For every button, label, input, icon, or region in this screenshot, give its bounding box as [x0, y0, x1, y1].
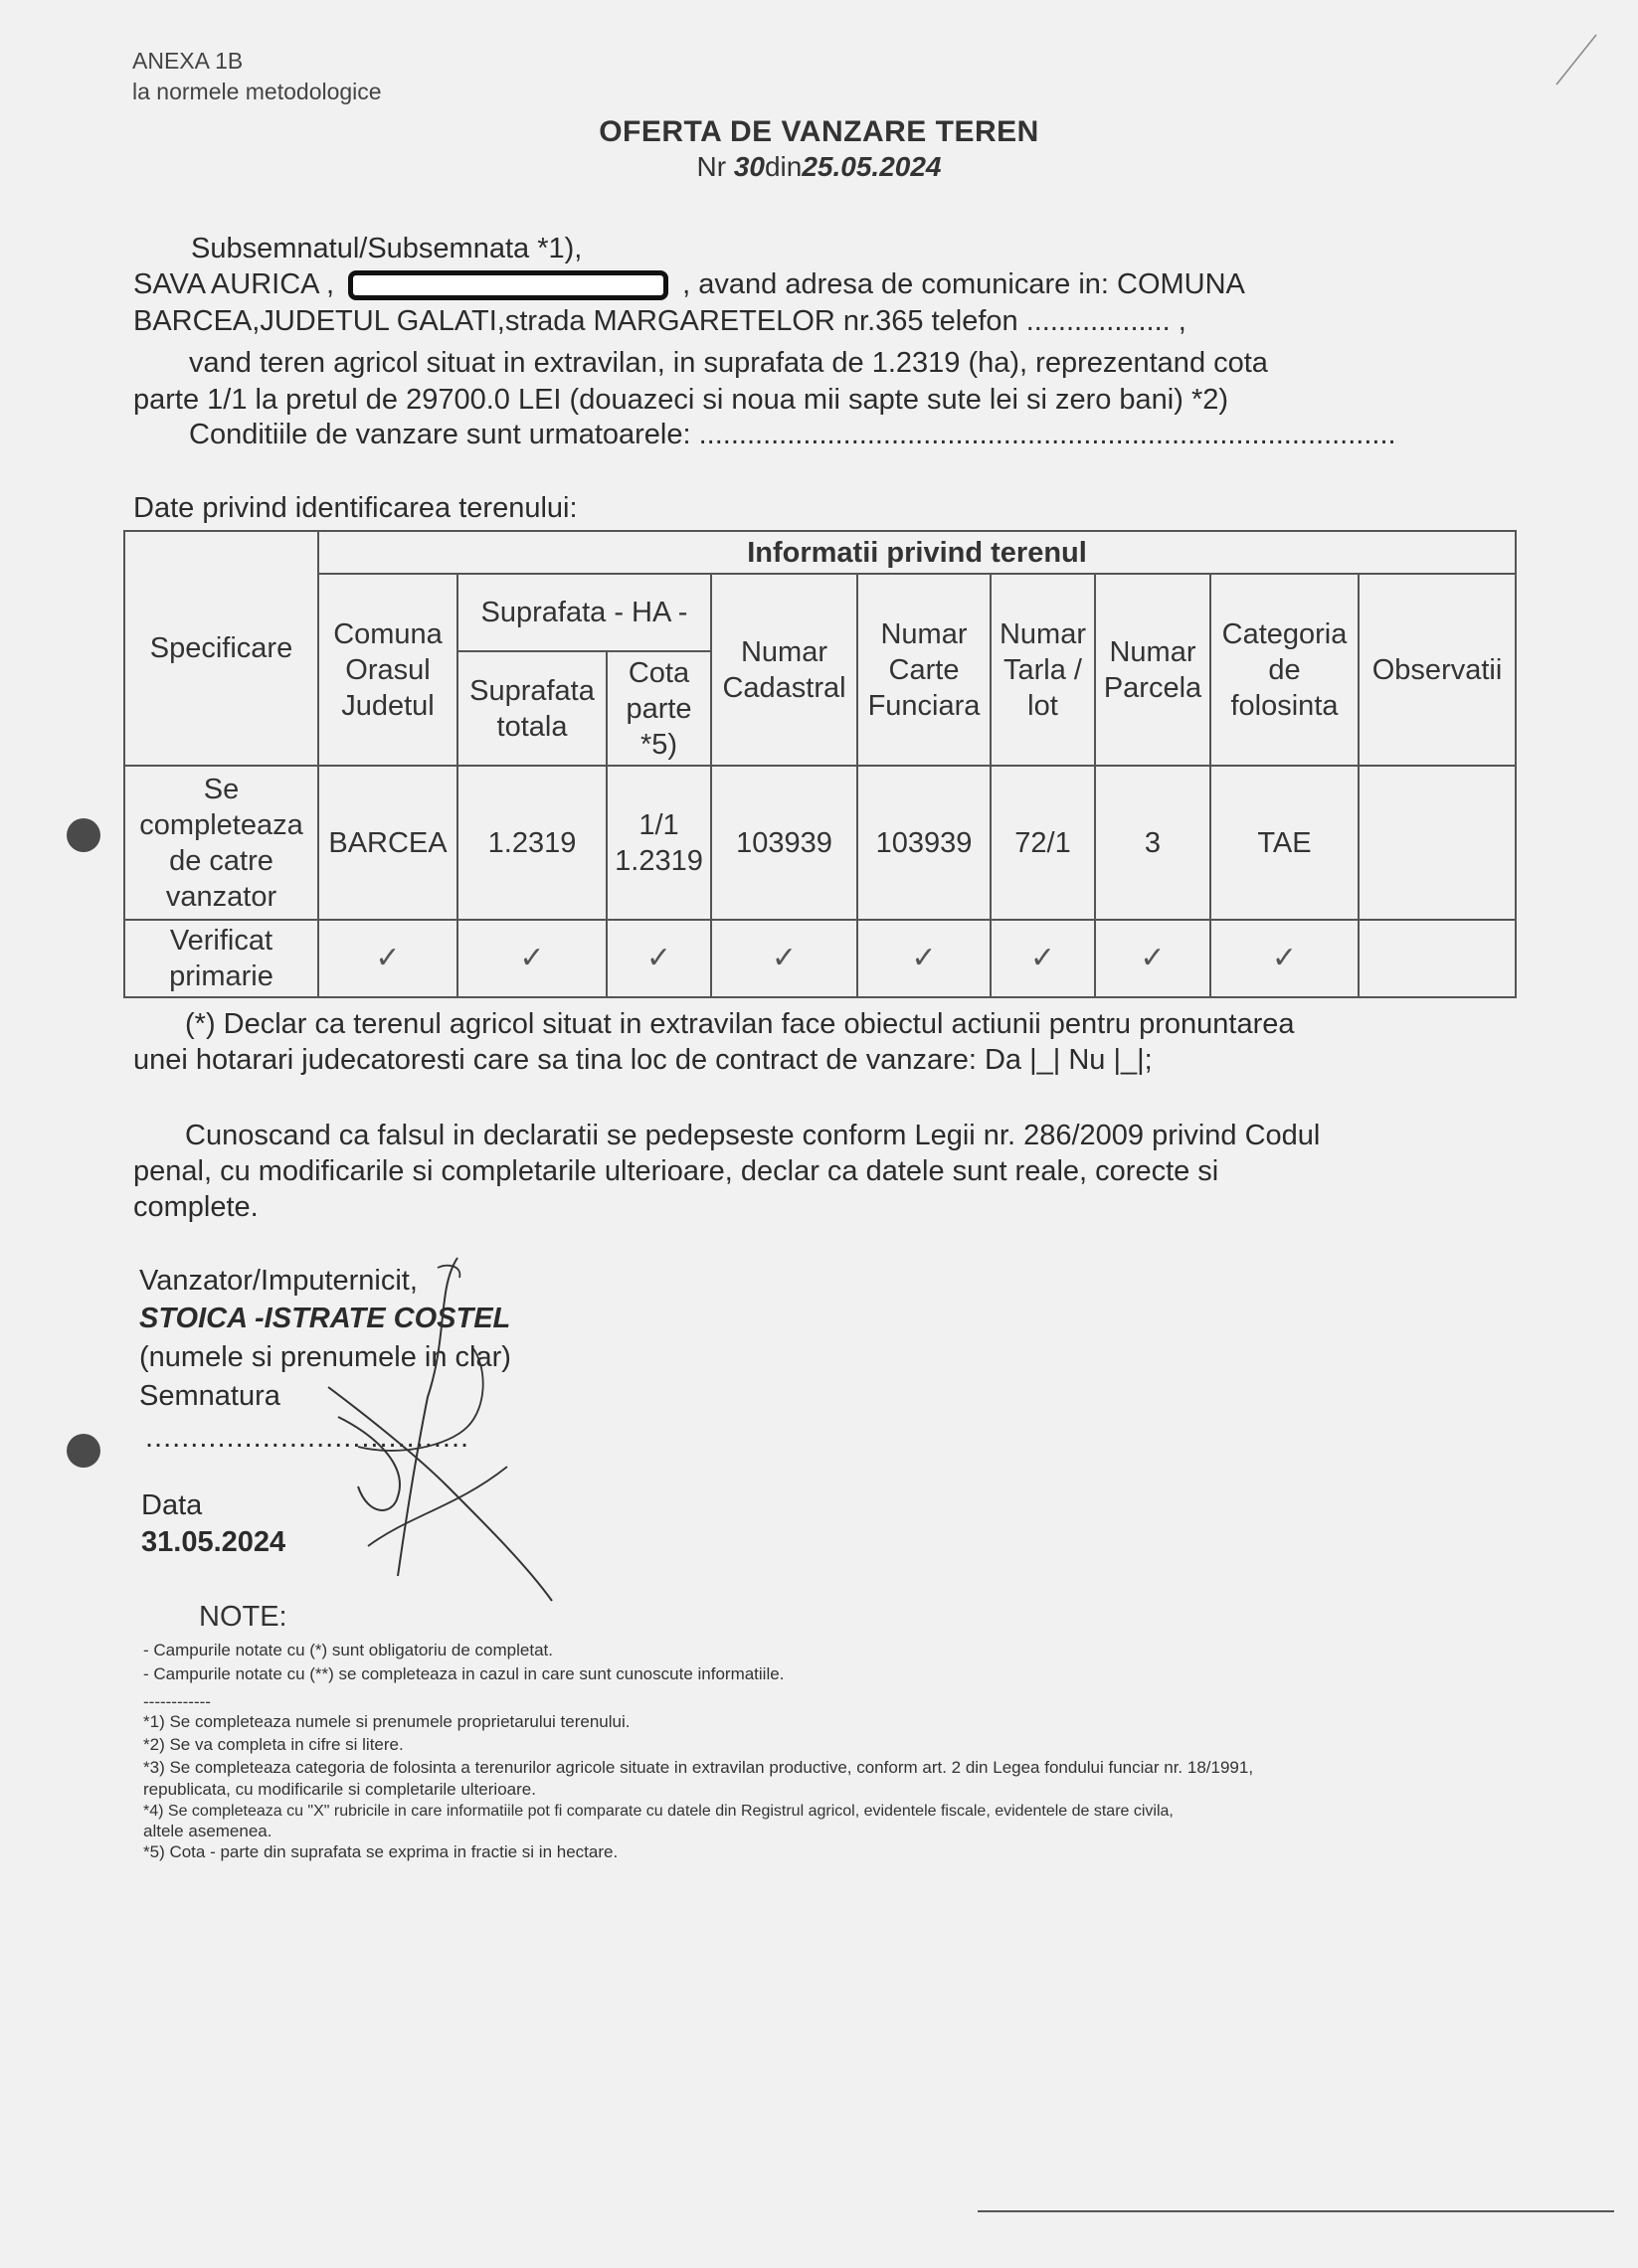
- cell-observatii: [1359, 766, 1516, 920]
- footnote-5: *5) Cota - parte din suprafata se exprima in fractie si in hectare.: [143, 1842, 619, 1861]
- header-specificare: Specificare: [124, 531, 318, 766]
- declaration-line-2: unei hotarari judecatoresti care sa tina loc de contract de vanzare: Da |_| Nu |_|;: [133, 1044, 1153, 1076]
- cell-tarla: 72/1: [991, 766, 1095, 920]
- seller-name: SAVA AURICA ,: [133, 268, 335, 300]
- cell-comuna: BARCEA: [318, 766, 457, 920]
- seller-line: SAVA AURICA , , avand adresa de comunicare in: COMUNA: [133, 268, 1245, 300]
- note-2: - Campurile notate cu (**) se completeaza in cazul in care sunt cunoscute informatiile.: [143, 1664, 785, 1683]
- sale-line-1: vand teren agricol situat in extravilan, in suprafata de 1.2319 (ha), reprezentand cota: [189, 347, 1268, 379]
- footnote-3b: republicata, cu modificarile si completarile ulterioare.: [143, 1780, 536, 1799]
- header-observatii: Observatii: [1359, 574, 1516, 766]
- notes-heading: NOTE:: [199, 1601, 287, 1633]
- footnote-3a: *3) Se completeaza categoria de folosinta a terenurilor agricole situate in extravilan productive, conform art. 2 din Legea fondului funciar nr. 18/1991,: [143, 1758, 1254, 1777]
- footnote-2: *2) Se va completa in cifre si litere.: [143, 1735, 404, 1754]
- offer-date: 25.05.2024: [802, 151, 942, 182]
- note-1: - Campurile notate cu (*) sunt obligatoriu de completat.: [143, 1641, 553, 1659]
- corner-scratch: [1551, 30, 1601, 89]
- header-tarla: Numar Tarla / lot: [991, 574, 1095, 766]
- intro-line: Subsemnatul/Subsemnata *1),: [191, 233, 583, 264]
- cell-categoria: TAE: [1210, 766, 1359, 920]
- norms-label: la normele metodologice: [132, 79, 382, 104]
- punch-hole: [67, 818, 100, 852]
- header-categoria: Categoria de folosinta: [1210, 574, 1359, 766]
- header-comuna: Comuna Orasul Judetul: [318, 574, 457, 766]
- footnote-4b: altele asemenea.: [143, 1822, 273, 1840]
- offer-number: 30: [733, 151, 765, 182]
- check-mark: ✓: [607, 920, 711, 997]
- signer-name: STOICA -ISTRATE COSTEL: [139, 1303, 511, 1334]
- declaration-line-1: (*) Declar ca terenul agricol situat in extravilan face obiectul actiunii pentru pronuntarea: [185, 1008, 1295, 1040]
- check-mark: ✓: [318, 920, 457, 997]
- annex-label: ANEXA 1B: [132, 48, 244, 74]
- signature-label: Semnatura: [139, 1380, 280, 1412]
- check-empty: [1359, 920, 1516, 997]
- check-mark: ✓: [457, 920, 607, 997]
- signer-role: Vanzator/Imputernicit,: [139, 1265, 418, 1297]
- check-mark: ✓: [991, 920, 1095, 997]
- date-label: Data: [141, 1489, 203, 1521]
- footnote-4a: *4) Se completeaza cu "X" rubricile in care informatiile pot fi comparate cu datele din Registrul agricol, evidentele fiscale, evidentele de stare civila,: [143, 1803, 1174, 1820]
- redacted-id: [348, 270, 668, 300]
- legal-line-2: penal, cu modificarile si completarile ulterioare, declar ca datele sunt reale, corecte si: [133, 1155, 1219, 1187]
- punch-hole: [67, 1434, 100, 1468]
- land-table: [123, 530, 1517, 998]
- offer-number-line: Nr 30din25.05.2024: [696, 151, 942, 182]
- handwritten-signature: [298, 1248, 577, 1616]
- date-value: 31.05.2024: [141, 1526, 286, 1558]
- legal-line-1: Cunoscand ca falsul in declaratii se pedepseste conform Legii nr. 286/2009 privind Codul: [185, 1120, 1321, 1151]
- footnote-1: *1) Se completeaza numele si prenumele proprietarului terenului.: [143, 1712, 631, 1731]
- header-carte: Numar Carte Funciara: [857, 574, 991, 766]
- signature-dots: ....................................: [145, 1422, 470, 1454]
- signer-name-hint: (numele si prenumele in clar): [139, 1341, 511, 1373]
- cell-cadastral: 103939: [711, 766, 857, 920]
- check-mark: ✓: [1095, 920, 1210, 997]
- cell-carte-funciara: 103939: [857, 766, 991, 920]
- header-suprafata: Suprafata - HA -: [457, 574, 711, 651]
- cell-cota-parte: 1/1 1.2319: [607, 766, 711, 920]
- header-cota-parte: Cota parte *5): [607, 651, 711, 766]
- row-check-label: Verificat primarie: [124, 920, 318, 997]
- legal-line-3: complete.: [133, 1191, 259, 1223]
- check-mark: ✓: [857, 920, 991, 997]
- cell-parcela: 3: [1095, 766, 1210, 920]
- cell-suprafata-totala: 1.2319: [457, 766, 607, 920]
- page-title: OFERTA DE VANZARE TEREN: [599, 115, 1039, 148]
- header-suprafata-totala: Suprafata totala: [457, 651, 607, 766]
- row-seller-label: Se completeaza de catre vanzator: [124, 766, 318, 920]
- check-mark: ✓: [711, 920, 857, 997]
- bottom-rule: [978, 2210, 1614, 2212]
- data-heading: Date privind identificarea terenului:: [133, 492, 578, 524]
- header-group: Informatii privind terenul: [318, 531, 1516, 574]
- conditions-line: Conditiile de vanzare sunt urmatoarele: .......................................................................................: [189, 419, 1396, 450]
- note-separator: ------------: [143, 1692, 211, 1711]
- header-cadastral: Numar Cadastral: [711, 574, 857, 766]
- check-mark: ✓: [1210, 920, 1359, 997]
- address-line: BARCEA,JUDETUL GALATI,strada MARGARETELOR nr.365 telefon .................. ,: [133, 305, 1186, 337]
- sale-line-2: parte 1/1 la pretul de 29700.0 LEI (douazeci si noua mii sapte sute lei si zero bani) *2): [133, 384, 1229, 416]
- header-parcela: Numar Parcela: [1095, 574, 1210, 766]
